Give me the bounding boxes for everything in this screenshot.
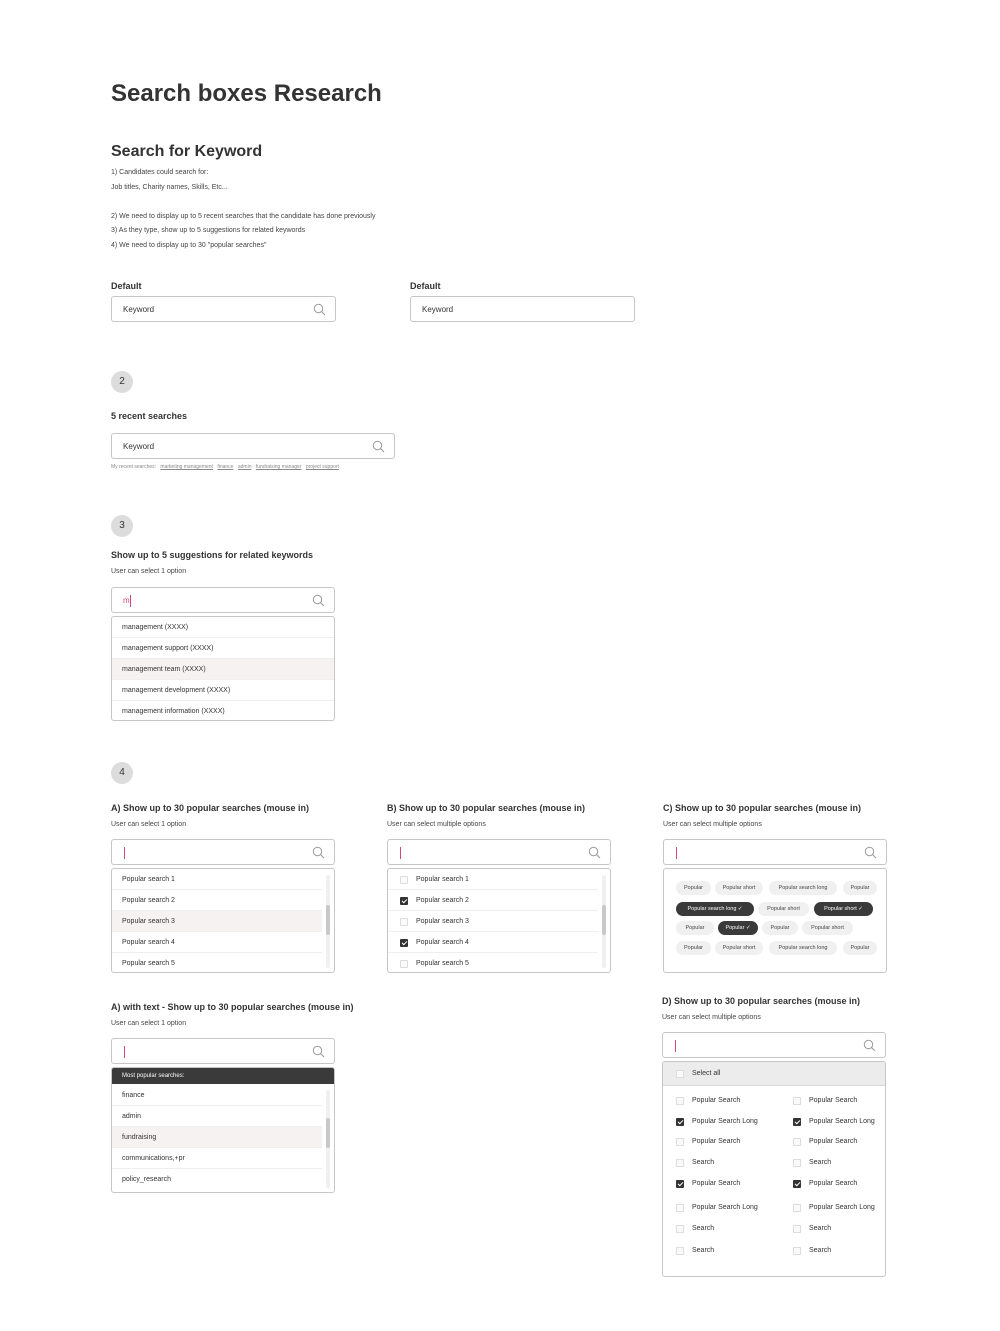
option-label: Popular search 3 bbox=[416, 918, 469, 925]
select-all-label: Select all bbox=[692, 1070, 721, 1077]
popular-item[interactable]: Popular search 1 bbox=[112, 869, 322, 890]
section-title-suggestions: Show up to 5 suggestions for related keywords bbox=[111, 550, 314, 560]
checkbox[interactable] bbox=[793, 1204, 801, 1212]
popular-item[interactable]: Popular search 2 bbox=[112, 890, 322, 911]
search-icon[interactable] bbox=[864, 846, 877, 859]
scrollbar-thumb[interactable] bbox=[602, 905, 606, 935]
option-label[interactable]: Popular Search bbox=[692, 1180, 741, 1187]
variant-c-subtitle: User can select multiple options bbox=[663, 821, 762, 828]
option-label: Popular search 2 bbox=[416, 897, 469, 904]
popular-option-row[interactable] bbox=[388, 932, 598, 953]
requirement-spacer bbox=[111, 195, 375, 210]
text-caret bbox=[124, 847, 125, 859]
variant-a-text-title: A) with text - Show up to 30 popular searches (mouse in) bbox=[111, 1002, 354, 1012]
search-icon[interactable] bbox=[312, 594, 325, 607]
popular-option-row[interactable] bbox=[388, 953, 598, 973]
checkbox[interactable] bbox=[400, 918, 408, 926]
recent-search-link[interactable]: project support bbox=[305, 464, 339, 470]
option-label[interactable]: Popular Search bbox=[809, 1180, 858, 1187]
option-label[interactable]: Popular Search bbox=[692, 1097, 741, 1104]
search-placeholder: Keyword bbox=[123, 305, 155, 314]
popular-chips-panel bbox=[663, 868, 887, 973]
popular-item[interactable]: finance bbox=[112, 1085, 322, 1106]
search-icon[interactable] bbox=[312, 846, 325, 859]
option-label: Popular search 5 bbox=[416, 960, 469, 967]
search-input-recent[interactable] bbox=[111, 433, 395, 459]
option-label[interactable]: Popular Search Long bbox=[809, 1118, 875, 1125]
checkbox[interactable] bbox=[676, 1204, 684, 1212]
text-caret bbox=[130, 595, 131, 607]
variant-a-title: A) Show up to 30 popular searches (mouse in) bbox=[111, 803, 310, 813]
checkbox[interactable] bbox=[676, 1097, 684, 1105]
search-placeholder: Keyword bbox=[422, 305, 454, 314]
popular-chip[interactable]: Popular bbox=[843, 881, 877, 895]
variant-d-title: D) Show up to 30 popular searches (mouse in) bbox=[662, 996, 861, 1006]
popular-chip[interactable]: Popular bbox=[676, 921, 714, 935]
search-input-default-with-icon[interactable] bbox=[111, 296, 336, 322]
search-input-popular-a[interactable] bbox=[111, 839, 335, 865]
step-badge-4: 4 bbox=[111, 762, 133, 784]
checkbox[interactable] bbox=[676, 1159, 684, 1167]
recent-search-link[interactable]: finance bbox=[217, 464, 234, 470]
recent-searches bbox=[111, 464, 339, 470]
option-label[interactable]: Popular Search Long bbox=[692, 1118, 758, 1125]
section-subtitle: User can select 1 option bbox=[111, 568, 187, 575]
section-title-recent: 5 recent searches bbox=[111, 411, 188, 421]
search-input-typing[interactable] bbox=[111, 587, 335, 613]
popular-item[interactable]: policy_research bbox=[122, 1176, 172, 1183]
typed-text: m bbox=[123, 596, 130, 605]
text-caret bbox=[124, 1046, 125, 1058]
scrollbar-thumb[interactable] bbox=[326, 1118, 330, 1148]
popular-dropdown-b bbox=[387, 868, 611, 973]
checkbox[interactable] bbox=[793, 1138, 801, 1146]
search-icon[interactable] bbox=[372, 440, 385, 453]
popular-chip-selected[interactable]: Popular short ✓ bbox=[814, 902, 873, 916]
popular-option-row[interactable] bbox=[388, 869, 598, 890]
variant-a-subtitle: User can select 1 option bbox=[111, 821, 187, 828]
option-label[interactable]: Popular Search bbox=[809, 1138, 858, 1145]
text-caret bbox=[675, 1040, 676, 1052]
suggestion-item[interactable]: management team (XXXX) bbox=[112, 659, 334, 680]
search-placeholder: Keyword bbox=[123, 442, 155, 451]
variant-d-subtitle: User can select multiple options bbox=[662, 1014, 761, 1021]
default-label-left: Default bbox=[111, 281, 142, 291]
checkbox[interactable] bbox=[676, 1247, 684, 1255]
search-input-popular-b[interactable] bbox=[387, 839, 611, 865]
search-input-popular-c[interactable] bbox=[663, 839, 887, 865]
popular-option-row[interactable] bbox=[388, 890, 598, 911]
requirement-line: Job titles, Charity names, Skills, Etc... bbox=[111, 183, 228, 191]
checkbox[interactable] bbox=[793, 1225, 801, 1233]
recent-search-link[interactable]: marketing management bbox=[160, 464, 213, 470]
select-all-row[interactable] bbox=[663, 1062, 885, 1086]
suggestion-item[interactable]: management (XXXX) bbox=[112, 617, 334, 638]
option-label[interactable]: Popular Search bbox=[692, 1138, 741, 1145]
option-label: Popular search 4 bbox=[416, 939, 469, 946]
requirement-line: 2) We need to display up to 5 recent searches that the candidate has done previously bbox=[111, 212, 376, 220]
section-title-keyword: Search for Keyword bbox=[111, 143, 263, 160]
option-label[interactable]: Popular Search Long bbox=[809, 1204, 875, 1211]
text-caret bbox=[676, 847, 677, 859]
checkbox-checked[interactable] bbox=[400, 939, 408, 947]
popular-chip[interactable]: Popular short bbox=[802, 921, 853, 935]
variant-a-text-subtitle: User can select 1 option bbox=[111, 1020, 187, 1027]
recent-search-link[interactable]: fundraising manager bbox=[255, 464, 302, 470]
checkbox-checked[interactable] bbox=[793, 1118, 801, 1126]
option-label[interactable]: Search bbox=[692, 1247, 715, 1254]
checkbox[interactable] bbox=[793, 1159, 801, 1167]
checkbox[interactable] bbox=[400, 876, 408, 884]
popular-chip[interactable]: Popular short bbox=[715, 881, 763, 895]
recent-searches-prefix: My recent searches: bbox=[111, 464, 157, 470]
variant-b-title: B) Show up to 30 popular searches (mouse in) bbox=[387, 803, 586, 813]
popular-multiselect-panel bbox=[662, 1061, 886, 1277]
variant-b-subtitle: User can select multiple options bbox=[387, 821, 486, 828]
popular-chip-selected[interactable]: Popular search long ✓ bbox=[676, 902, 754, 916]
search-input-popular-a-text[interactable] bbox=[111, 1038, 335, 1064]
checkbox-checked[interactable] bbox=[400, 897, 408, 905]
option-label[interactable]: Search bbox=[692, 1159, 715, 1166]
popular-item[interactable]: Popular search 5 bbox=[122, 960, 175, 967]
popular-item[interactable]: admin bbox=[112, 1106, 322, 1127]
recent-search-link[interactable]: admin bbox=[237, 464, 252, 470]
option-label[interactable]: Popular Search bbox=[809, 1097, 858, 1104]
search-icon[interactable] bbox=[313, 303, 326, 316]
requirements-text bbox=[111, 166, 375, 253]
search-input-popular-d[interactable] bbox=[662, 1032, 886, 1058]
scrollbar-thumb[interactable] bbox=[326, 905, 330, 935]
popular-chip[interactable]: Popular bbox=[762, 921, 798, 935]
popular-item[interactable]: Popular search 3 bbox=[112, 911, 322, 932]
checkbox[interactable] bbox=[793, 1097, 801, 1105]
popular-item[interactable]: communications,+pr bbox=[112, 1148, 322, 1169]
step-badge-3: 3 bbox=[111, 515, 133, 537]
search-input-default-plain[interactable] bbox=[410, 296, 635, 322]
option-label[interactable]: Search bbox=[692, 1225, 715, 1232]
option-label: Popular search 1 bbox=[416, 876, 469, 883]
checkbox[interactable] bbox=[400, 960, 408, 968]
scrollbar[interactable] bbox=[326, 875, 330, 968]
popular-item[interactable]: Popular search 4 bbox=[112, 932, 322, 953]
variant-c-title: C) Show up to 30 popular searches (mouse in) bbox=[663, 803, 862, 813]
popular-chip-selected[interactable]: Popular ✓ bbox=[718, 921, 758, 935]
option-label[interactable]: Popular Search Long bbox=[692, 1204, 758, 1211]
page-title: Search boxes Research bbox=[111, 80, 382, 107]
suggestions-dropdown bbox=[111, 616, 335, 721]
popular-chip[interactable]: Popular bbox=[843, 941, 877, 955]
popular-dropdown-a bbox=[111, 868, 335, 973]
popular-chip[interactable]: Popular short bbox=[758, 902, 809, 916]
checkbox[interactable] bbox=[676, 1225, 684, 1233]
popular-item[interactable]: fundraising bbox=[112, 1127, 322, 1148]
option-label[interactable]: Search bbox=[809, 1247, 832, 1254]
text-caret bbox=[400, 847, 401, 859]
dropdown-header: Most popular searches: bbox=[112, 1068, 334, 1084]
checkbox[interactable] bbox=[676, 1138, 684, 1146]
search-icon[interactable] bbox=[312, 1045, 325, 1058]
popular-chip[interactable]: Popular search long bbox=[769, 881, 837, 895]
checkbox[interactable] bbox=[793, 1247, 801, 1255]
suggestion-item[interactable]: management support (XXXX) bbox=[112, 638, 334, 659]
option-label[interactable]: Search bbox=[809, 1159, 832, 1166]
popular-chip[interactable]: Popular short bbox=[715, 941, 763, 955]
popular-chip[interactable]: Popular bbox=[676, 941, 711, 955]
checkbox-checked[interactable] bbox=[676, 1118, 684, 1126]
step-badge-2: 2 bbox=[111, 371, 133, 393]
search-icon[interactable] bbox=[588, 846, 601, 859]
popular-option-row[interactable] bbox=[388, 911, 598, 932]
search-icon[interactable] bbox=[863, 1039, 876, 1052]
requirement-line: 1) Candidates could search for: bbox=[111, 169, 209, 176]
default-label-right: Default bbox=[410, 281, 441, 291]
requirement-line: 3) As they type, show up to 5 suggestions for related keywords bbox=[111, 227, 306, 234]
suggestion-item[interactable]: management development (XXXX) bbox=[112, 680, 334, 701]
scrollbar[interactable] bbox=[326, 1090, 330, 1188]
checkbox-checked[interactable] bbox=[793, 1180, 801, 1188]
popular-dropdown-with-header bbox=[111, 1067, 335, 1193]
checkbox-checked[interactable] bbox=[676, 1180, 684, 1188]
popular-chip[interactable]: Popular bbox=[676, 881, 711, 895]
suggestion-item[interactable]: management information (XXXX) bbox=[122, 708, 225, 715]
scrollbar[interactable] bbox=[602, 875, 606, 968]
popular-chip[interactable]: Popular search long bbox=[769, 941, 837, 955]
option-label[interactable]: Search bbox=[809, 1225, 832, 1232]
select-all-checkbox[interactable] bbox=[676, 1070, 684, 1078]
requirement-line: 4) We need to display up to 30 "popular searches" bbox=[111, 241, 267, 249]
